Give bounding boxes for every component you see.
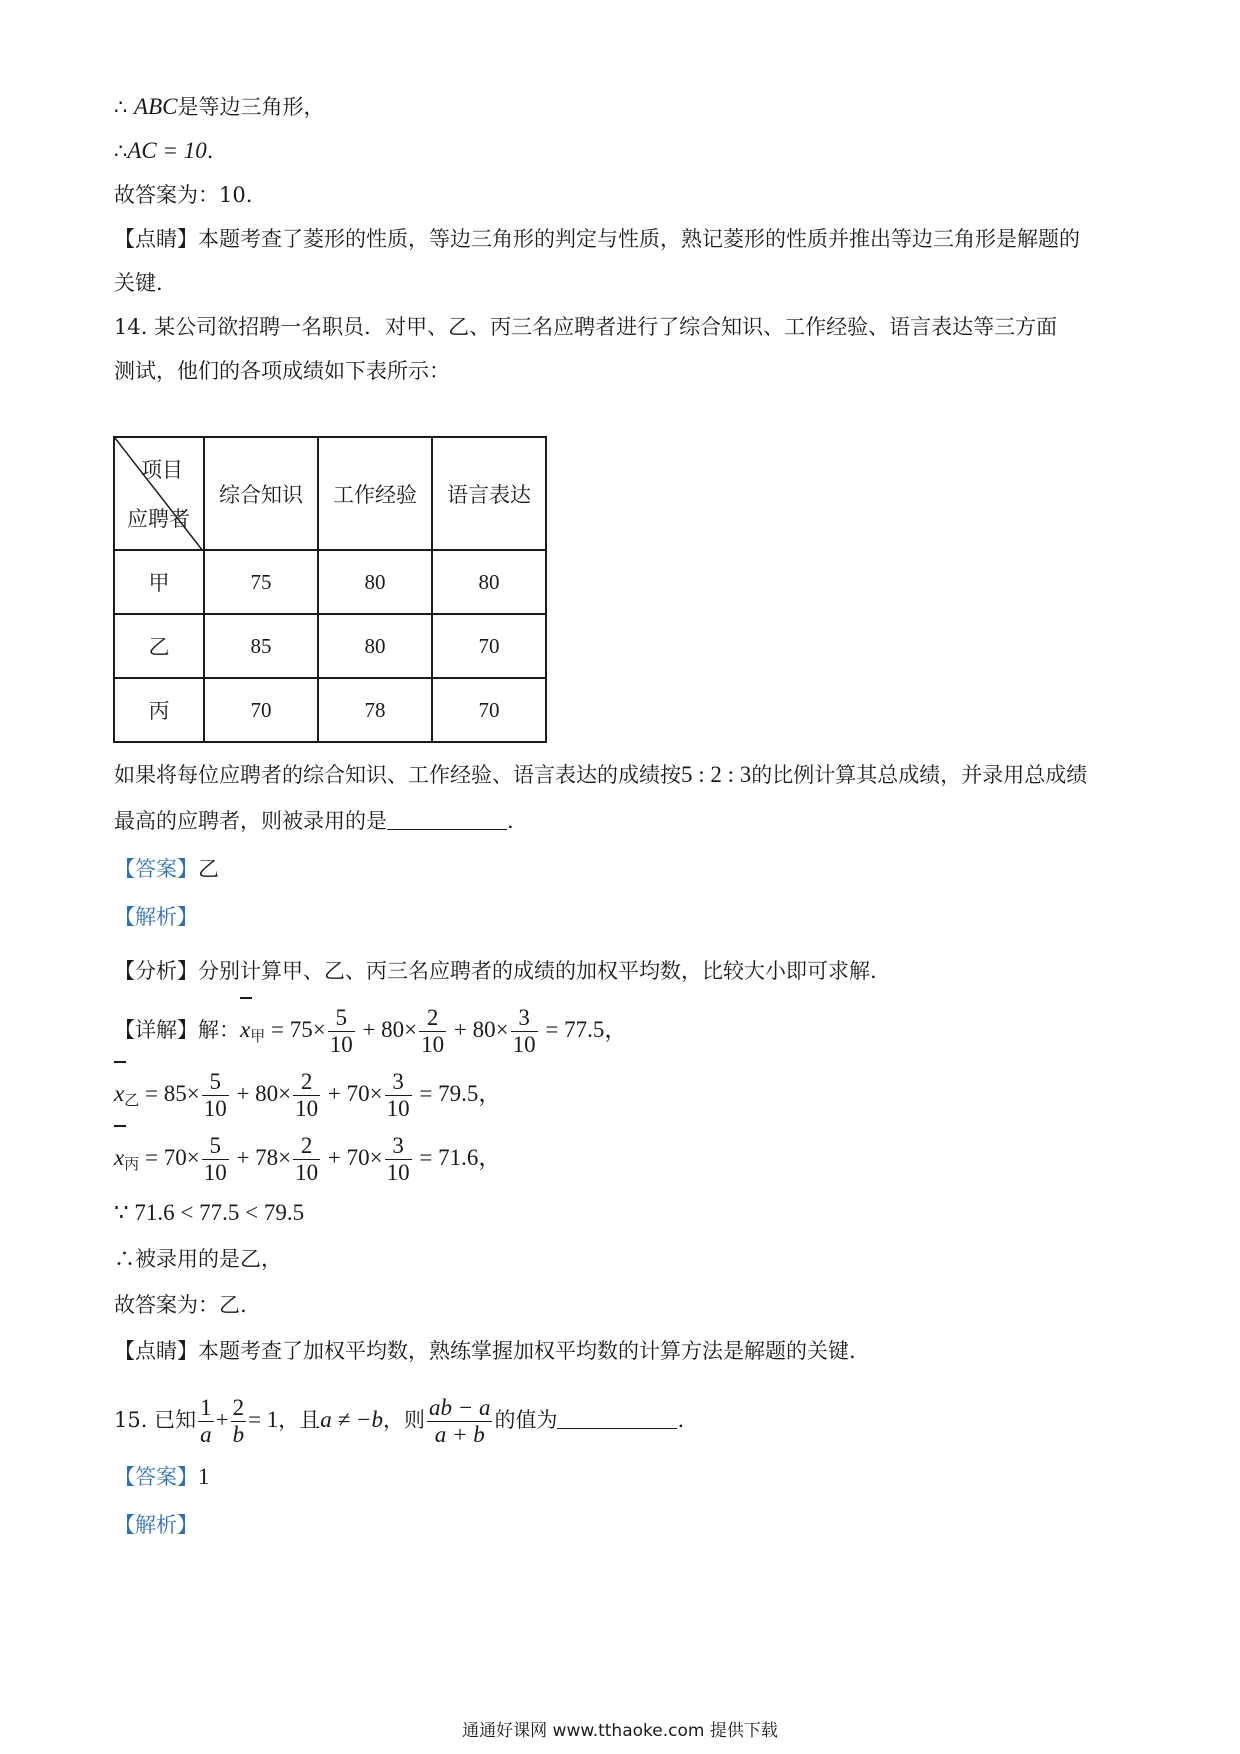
- denominator: a: [200, 1422, 212, 1447]
- term: + 80×: [453, 1017, 509, 1042]
- dianjing-2-line: 【点睛】本题考查了加权平均数，熟练掌握加权平均数的计算方法是解题的关键.: [114, 1339, 856, 1363]
- fraction: [202, 1133, 229, 1186]
- question-14-line1: 14. 某公司欲招聘一名职员．对甲、乙、丙三名应聘者进行了综合知识、工作经验、语言表达等三方面: [114, 315, 1058, 339]
- denominator: a + b: [427, 1421, 493, 1448]
- row-name: 甲: [114, 550, 204, 614]
- fraction: [328, 1005, 355, 1058]
- text: 如果将每位应聘者的综合知识、工作经验、语言表达的成绩按: [114, 763, 681, 787]
- mean-symbol: x: [114, 1064, 124, 1124]
- line-dianjing-1-cont: 关键.: [114, 271, 163, 295]
- condition: a ≠ −b: [320, 1407, 383, 1432]
- fraction: [198, 1395, 214, 1448]
- row-name: 丙: [114, 678, 204, 742]
- table-header-cell: 语言表达: [432, 437, 546, 550]
- line-triangle-equilateral: [114, 92, 325, 122]
- scores-table: [113, 436, 547, 743]
- numerator: 5: [209, 1069, 221, 1095]
- answer-blank: [387, 807, 507, 830]
- fraction: [293, 1133, 320, 1186]
- numerator: 3: [392, 1133, 404, 1159]
- period: .: [507, 809, 514, 833]
- answer-tag: 【答案】: [114, 1465, 198, 1489]
- question-number: 15. 已知: [114, 1408, 197, 1432]
- line-ac-equals: [114, 136, 213, 166]
- fraction: [385, 1069, 412, 1122]
- table-header-cell: 工作经验: [318, 437, 432, 550]
- score-cell: 80: [318, 550, 432, 614]
- numerator: 3: [518, 1005, 530, 1031]
- math-ac: AC = 10: [127, 138, 207, 163]
- subscript: 甲: [250, 1027, 266, 1045]
- mean-symbol: x: [114, 1128, 124, 1188]
- answer-tag: 【答案】: [114, 857, 198, 881]
- table-header-cell: 综合知识: [204, 437, 318, 550]
- analysis-line: 【分析】分别计算甲、乙、丙三名应聘者的成绩的加权平均数，比较大小即可求解.: [114, 959, 877, 983]
- numerator: 5: [335, 1005, 347, 1031]
- comparison-line: ∵ 71.6 < 77.5 < 79.5: [114, 1200, 305, 1225]
- result: = 79.5，: [419, 1081, 502, 1106]
- result: = 71.6，: [419, 1145, 502, 1170]
- denominator: 10: [512, 1032, 536, 1058]
- subscript: 丙: [124, 1155, 140, 1173]
- fraction: [202, 1069, 229, 1122]
- therefore-symbol: ∴: [114, 139, 128, 163]
- table-corner-cell: [114, 437, 204, 550]
- fraction: [419, 1005, 446, 1058]
- math-abc: ABC: [134, 94, 178, 119]
- fraction: [293, 1069, 320, 1122]
- score-cell: 75: [204, 550, 318, 614]
- answer-14: [114, 854, 219, 884]
- calc-yi: [114, 1064, 501, 1130]
- table-row: [114, 550, 546, 614]
- denominator: 10: [386, 1096, 410, 1122]
- numerator: 2: [232, 1395, 245, 1420]
- table-header-row: [114, 437, 546, 550]
- score-cell: 70: [432, 678, 546, 742]
- text: 是等边三角形，: [177, 95, 325, 119]
- text: 的值为: [494, 1408, 558, 1432]
- score-cell: 80: [318, 614, 432, 678]
- ratio: 5 : 2 : 3: [681, 762, 752, 787]
- numerator: 5: [209, 1133, 221, 1159]
- numerator: 2: [426, 1005, 439, 1031]
- score-cell: 70: [204, 678, 318, 742]
- mean-symbol: x: [240, 1000, 250, 1060]
- text: 的比例计算其总成绩，并录用总成绩: [751, 763, 1088, 787]
- answer-value: 乙: [198, 857, 219, 881]
- term: + 78×: [236, 1145, 292, 1170]
- jiexi-tag-2: 【解析】: [114, 1513, 198, 1537]
- denominator: b: [232, 1422, 245, 1447]
- denominator: 10: [386, 1160, 410, 1186]
- question-14-line4: [114, 806, 514, 836]
- term: = 85×: [144, 1081, 200, 1106]
- denominator: 10: [295, 1096, 319, 1122]
- fraction: [385, 1133, 412, 1186]
- term: = 75×: [270, 1017, 326, 1042]
- corner-label-applicants: 应聘者: [127, 507, 190, 531]
- fraction: [231, 1395, 247, 1448]
- denominator: 10: [421, 1032, 445, 1058]
- plus: +: [215, 1407, 229, 1432]
- fraction: [511, 1005, 538, 1058]
- fraction: [427, 1395, 493, 1448]
- numerator: 1: [200, 1395, 212, 1420]
- question-15: [114, 1388, 684, 1452]
- term: + 70×: [327, 1145, 383, 1170]
- detail-tag: 【详解】解：: [114, 1018, 240, 1042]
- period: .: [677, 1408, 685, 1432]
- line-answer-10: 故答案为：10.: [114, 183, 253, 207]
- answer-15: [114, 1462, 210, 1492]
- score-cell: 70: [432, 614, 546, 678]
- page-footer: 通通好课网 www.tthaoke.com 提供下载: [462, 1721, 778, 1741]
- score-cell: 85: [204, 614, 318, 678]
- question-14-line2: 测试，他们的各项成绩如下表所示：: [114, 359, 450, 383]
- corner-label-items: 项目: [141, 458, 183, 482]
- term: = 70×: [144, 1145, 200, 1170]
- row-name: 乙: [114, 614, 204, 678]
- therefore-symbol: ∴: [114, 95, 135, 119]
- denominator: 10: [203, 1160, 227, 1186]
- score-cell: 80: [432, 550, 546, 614]
- numerator: 2: [300, 1069, 313, 1095]
- result: = 77.5，: [545, 1017, 628, 1042]
- calc-bing: [114, 1128, 501, 1194]
- period: .: [206, 139, 214, 163]
- line-dianjing-1: 【点睛】本题考查了菱形的性质，等边三角形的判定与性质，熟记菱形的性质并推出等边三角形是解题的: [114, 227, 1080, 251]
- table-row: [114, 678, 546, 742]
- answer-value: 1: [198, 1464, 210, 1489]
- answer-yi-line: 故答案为：乙.: [114, 1293, 247, 1317]
- numerator: 2: [300, 1133, 313, 1159]
- question-14-line3: [114, 760, 1087, 790]
- conclusion-line: ∴被录用的是乙，: [114, 1247, 282, 1271]
- numerator: 3: [392, 1069, 404, 1095]
- equation-rhs: = 1: [248, 1407, 279, 1432]
- answer-blank: [557, 1406, 677, 1429]
- table-row: [114, 614, 546, 678]
- calc-jia: [114, 1000, 627, 1066]
- score-cell: 78: [318, 678, 432, 742]
- denominator: 10: [329, 1032, 353, 1058]
- text: ，且: [278, 1408, 321, 1432]
- term: + 80×: [362, 1017, 418, 1042]
- term: + 70×: [327, 1081, 383, 1106]
- denominator: 10: [295, 1160, 319, 1186]
- text: ，则: [382, 1408, 425, 1432]
- text: 最高的应聘者，则被录用的是: [114, 809, 387, 833]
- subscript: 乙: [124, 1091, 140, 1109]
- term: + 80×: [236, 1081, 292, 1106]
- numerator: ab − a: [428, 1395, 491, 1420]
- jiexi-tag: 【解析】: [114, 905, 198, 929]
- denominator: 10: [203, 1096, 227, 1122]
